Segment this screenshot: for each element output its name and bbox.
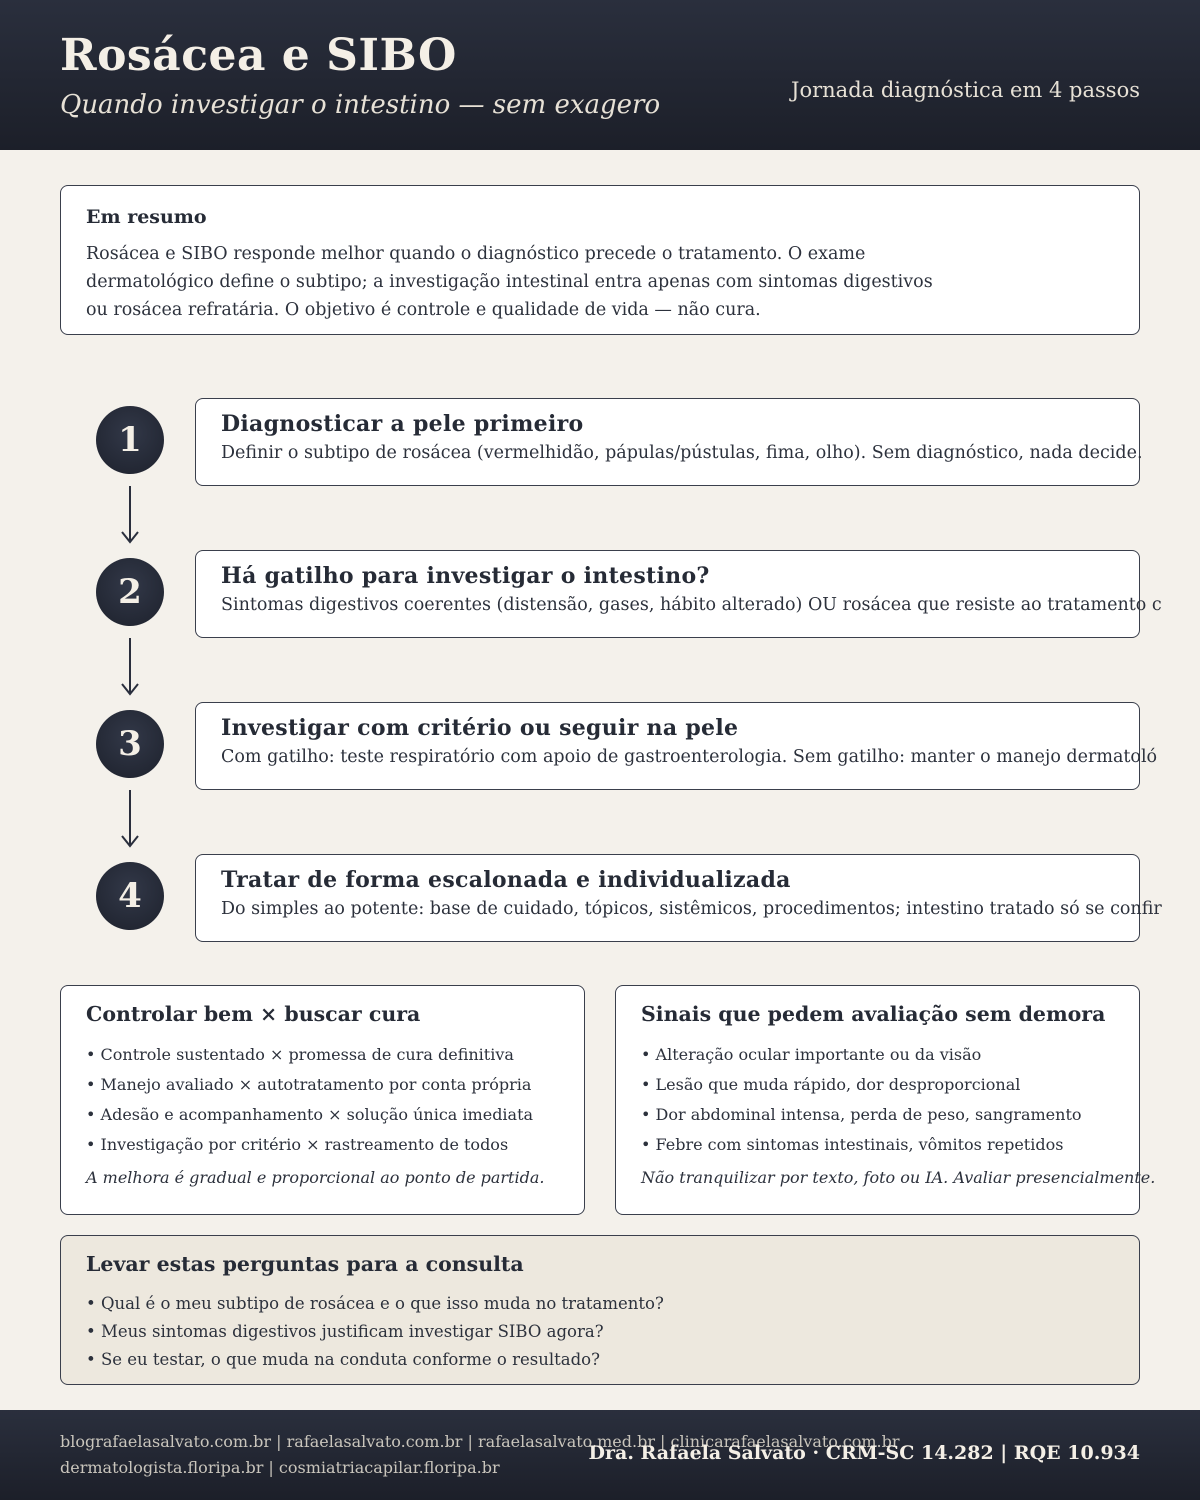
step-number-3: 3 [96,710,164,778]
warning-heading: Sinais que pedem avaliação sem demora [641,1002,1106,1026]
page-subtitle: Quando investigar o intestino — sem exagero [60,90,661,120]
step-description-2: Sintomas digestivos coerentes (distensão, gases, hábito alterado) OU rosácea que resiste ao tratamento c [221,595,1162,615]
list-item: • Lesão que muda rápido, dor desproporcional [641,1075,1021,1094]
list-item: • Controle sustentado × promessa de cura definitiva [86,1045,514,1064]
footer-signature: Dra. Rafaela Salvato · CRM-SC 14.282 | RQE 10.934 [588,1442,1140,1464]
step-title-2: Há gatilho para investigar o intestino? [221,563,710,589]
step-number-4: 4 [96,862,164,930]
control-vs-cure-card [60,985,585,1215]
arrow-down-icon [119,790,141,848]
arrow-down-icon [119,638,141,696]
list-item: • Qual é o meu subtipo de rosácea e o que isso muda no tratamento? [86,1294,664,1313]
list-item: • Meus sintomas digestivos justificam investigar SIBO agora? [86,1322,604,1341]
page-title: Rosácea e SIBO [60,30,457,81]
footer-links-line2: dermatologista.floripa.br | cosmiatriacapilar.floripa.br [60,1458,500,1477]
list-item: • Adesão e acompanhamento × solução única imediata [86,1105,534,1124]
questions-card [60,1235,1140,1385]
arrow-down-icon [119,486,141,544]
step-title-1: Diagnosticar a pele primeiro [221,411,584,437]
list-item: • Alteração ocular importante ou da visão [641,1045,982,1064]
questions-list [86,1290,1114,1374]
step-description-4: Do simples ao potente: base de cuidado, tópicos, sistêmicos, procedimentos; intestino tratado só se confir [221,899,1162,919]
step-card-1 [195,398,1143,486]
warning-list [641,1040,1114,1160]
list-item: • Dor abdominal intensa, perda de peso, sangramento [641,1105,1082,1124]
step-card-2 [195,550,1162,638]
step-title-4: Tratar de forma escalonada e individualizada [221,867,791,893]
step-description-3: Com gatilho: teste respiratório com apoio de gastroenterologia. Sem gatilho: manter o manejo dermatoló [221,747,1158,767]
page-header [0,0,1200,150]
list-item: • Investigação por critério × rastreamento de todos [86,1135,509,1154]
warning-note: Não tranquilizar por texto, foto ou IA. Avaliar presencialmente. [641,1168,1156,1187]
list-item: • Se eu testar, o que muda na conduta conforme o resultado? [86,1350,600,1369]
summary-card [60,185,1140,335]
summary-text: Rosácea e SIBO responde melhor quando o diagnóstico precede o tratamento. O exame dermatológico define o subtipo; a investigação intestinal entra apenas com sintomas digestivos ou rosácea refratária. O objetivo é controle e qualidade de vida — não cura. [86,244,933,320]
list-item: • Manejo avaliado × autotratamento por conta própria [86,1075,532,1094]
questions-heading: Levar estas perguntas para a consulta [86,1252,524,1276]
page-footer [0,1410,1200,1500]
journey-label: Jornada diagnóstica em 4 passos [791,78,1140,102]
control-list [86,1040,559,1160]
step-card-3 [195,702,1158,790]
footer-links-line1: blografaelasalvato.com.br | rafaelasalvato.com.br | rafaelasalvato.med.br | clinicarafaelasalvato.com.br [60,1432,900,1451]
step-title-3: Investigar com critério ou seguir na pele [221,715,739,741]
step-card-4 [195,854,1162,942]
step-number-1: 1 [96,406,164,474]
step-number-2: 2 [96,558,164,626]
list-item: • Febre com sintomas intestinais, vômitos repetidos [641,1135,1064,1154]
control-note: A melhora é gradual e proporcional ao ponto de partida. [86,1168,545,1187]
step-description-1: Definir o subtipo de rosácea (vermelhidão, pápulas/pústulas, fima, olho). Sem diagnóstico, nada decide. [221,443,1143,463]
summary-heading: Em resumo [86,206,207,228]
warning-signs-card [615,985,1156,1215]
control-heading: Controlar bem × buscar cura [86,1002,421,1026]
